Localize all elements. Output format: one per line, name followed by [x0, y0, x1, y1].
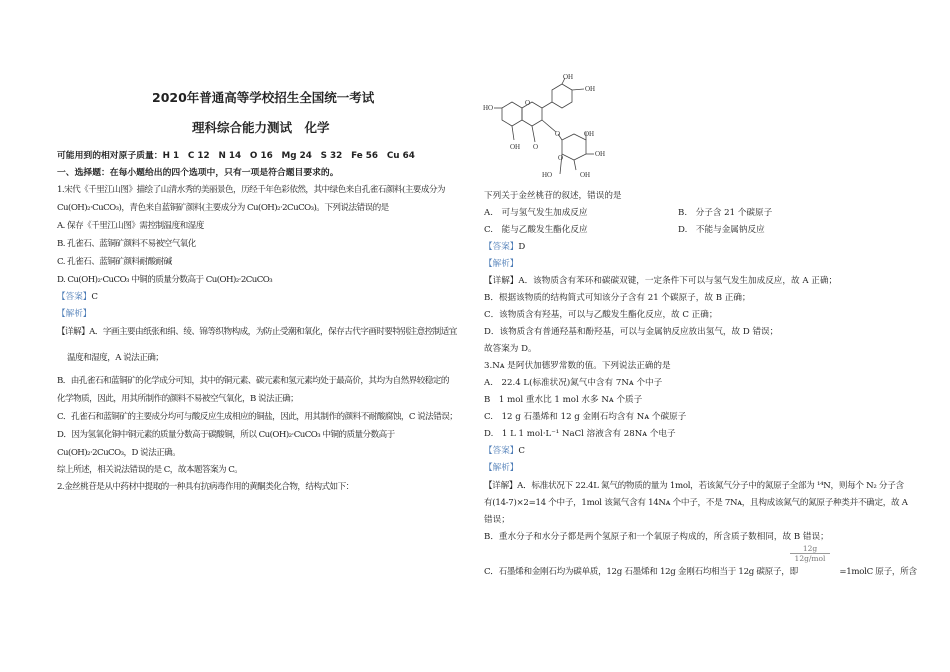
q3-detail-2: 有(14-7)×2=14 个中子，1mol 该氮气含有 14Nᴀ 个中子，不是 7Nᴀ，且构成该氮气的氮原子种类并不确定，故 A: [484, 498, 908, 508]
q3-detail-4: B．重水分子和水分子都是两个氢原子和一个氧原子构成的，所含质子数相同，故 B 错误；: [484, 532, 829, 542]
structure-label: OH: [563, 73, 574, 81]
answer-value: C: [518, 446, 525, 456]
fraction-numerator: 12g: [790, 544, 830, 554]
section-heading: 一、选择题：在每小题给出的四个选项中，只有一项是符合题目要求的。: [57, 168, 339, 178]
q3-option-c: C. 12 g 石墨烯和 12 g 金刚石均含有 Nᴀ 个碳原子: [484, 412, 687, 422]
q2-option-b: B. 分子含 21 个碳原子: [678, 208, 773, 218]
q2-answer: [484, 241, 525, 253]
q1-detail-4: 化学物质，因此，用其所制作的颜料不易被空气氧化，B 说法正确；: [57, 394, 299, 404]
structure-label: OH: [595, 150, 606, 158]
q1-option-c: C. 孔雀石、蓝铜矿颜料耐酸耐碱: [57, 257, 172, 267]
page-title: 2020年普通高等学校招生全国统一考试: [152, 90, 375, 105]
q3-detail-5: C．石墨烯和金刚石均为碳单质，12g 石墨烯和 12g 金刚石均相当于 12g 碳原子，即 =1molC 原子，所含: [484, 567, 917, 577]
q3-analysis-label: 【解析】: [484, 463, 519, 473]
q1-detail-1: 【详解】A．字画主要由纸张和绢、绫、锦等织物构成，为防止受潮和氧化，保存古代字画时要特别注意控制适宜: [57, 327, 457, 337]
structure-label: OH: [510, 143, 521, 151]
structure-label: O: [558, 154, 564, 162]
structure-label: HO: [483, 104, 494, 112]
q2-detail-3: C．该物质含有羟基，可以与乙酸发生酯化反应，故 C 正确；: [484, 310, 718, 320]
structure-label: O: [533, 143, 539, 151]
answer-value: D: [518, 242, 526, 252]
q2-detail-4: D．该物质含有普通羟基和酚羟基，可以与金属钠反应放出氢气，故 D 错误；: [484, 327, 779, 337]
q1-detail-2: 温度和湿度，A 说法正确；: [67, 353, 164, 363]
q2-option-c: C. 能与乙酸发生酯化反应: [484, 225, 588, 235]
structure-label: O: [525, 99, 531, 107]
q2-detail-5: 故答案为 D。: [484, 344, 537, 354]
q2-intro: 2.金丝桃苷是从中药材中提取的一种具有抗病毒作用的黄酮类化合物，结构式如下：: [57, 482, 354, 492]
answer-label: 【答案】: [484, 446, 519, 456]
q2-option-a: A. 可与氢气发生加成反应: [484, 208, 588, 218]
q2-stem: 下列关于金丝桃苷的叙述，错误的是: [484, 191, 622, 201]
q1-analysis-label: 【解析】: [57, 309, 92, 319]
q1-summary: 综上所述，相关说法错误的是 C，故本题答案为 C。: [57, 465, 243, 475]
q3-detail-3: 错误；: [484, 515, 510, 525]
answer-label: 【答案】: [57, 292, 92, 302]
fraction-denominator: 12g/mol: [794, 554, 826, 563]
q3-stem: 3.Nᴀ 是阿伏加德罗常数的值。下列说法正确的是: [484, 361, 671, 371]
q1-detail-7: Cu(OH)₂·2CuCO₃，D 说法正确。: [57, 448, 181, 458]
q1-stem-1: 1.宋代《千里江山图》描绘了山清水秀的美丽景色，历经千年色彩依然，其中绿色来自孔雀石颜料(主要成分为: [57, 185, 445, 195]
q3-detail-1: 【详解】A．标准状况下 22.4L 氮气的物质的量为 1mol，若该氮气分子中的氮原子全部为 ¹⁴N，则每个 N₂ 分子含: [484, 481, 904, 491]
q1-detail-6: D．因为氢氧化铜中铜元素的质量分数高于碳酸铜，所以 Cu(OH)₂·CuCO₃ 中铜的质量分数高于: [57, 430, 395, 440]
q1-option-a: A. 保存《千里江山图》需控制温度和湿度: [57, 221, 204, 231]
structure-label: HO: [542, 171, 553, 179]
q2-detail-2: B．根据该物质的结构简式可知该分子含有 21 个碳原子，故 B 正确；: [484, 293, 751, 303]
structure-diagram: [480, 70, 660, 185]
q3-answer: [484, 445, 525, 457]
q1-stem-2: Cu(OH)₂·CuCO₃)，青色来自蓝铜矿颜料(主要成分为 Cu(OH)₂·2CuCO₃)。下列说法错误的是: [57, 203, 389, 213]
structure-label: OH: [585, 85, 596, 93]
structure-label: OH: [584, 130, 595, 138]
q1-option-b: B. 孔雀石、蓝铜矿颜料不易被空气氧化: [57, 239, 196, 249]
q2-analysis-label: 【解析】: [484, 259, 519, 269]
atomic-masses: 可能用到的相对原子质量：H 1 C 12 N 14 O 16 Mg 24 S 32 Fe 56 Cu 64: [57, 151, 415, 161]
page-subtitle: 理科综合能力测试 化学: [192, 120, 330, 135]
structure-label: OH: [580, 171, 591, 179]
q2-option-d: D. 不能与金属钠反应: [678, 225, 765, 235]
q1-option-d: D. Cu(OH)₂·CuCO₃ 中铜的质量分数高于 Cu(OH)₂·2CuCO₃: [57, 275, 273, 285]
q3-option-b: B 1 mol 重水比 1 mol 水多 Nᴀ 个质子: [484, 395, 643, 405]
structure-label: O: [555, 130, 561, 138]
q1-detail-5: C．孔雀石和蓝铜矿的主要成分均可与酸反应生成相应的铜盐，因此，用其制作的颜料不耐酸腐蚀，C 说法错误；: [57, 412, 458, 422]
q3-option-d: D. 1 L 1 mol·L⁻¹ NaCl 溶液含有 28Nᴀ 个电子: [484, 429, 676, 439]
q1-answer: [57, 291, 98, 303]
q1-detail-3: B．由孔雀石和蓝铜矿的化学成分可知，其中的铜元素、碳元素和氢元素均处于最高价，其均为自然界较稳定的: [57, 376, 449, 386]
answer-value: C: [91, 292, 98, 302]
q2-detail-1: 【详解】A．该物质含有苯环和碳碳双键，一定条件下可以与氢气发生加成反应，故 A 正确；: [484, 276, 838, 286]
answer-label: 【答案】: [484, 242, 519, 252]
q3-option-a: A. 22.4 L(标准状况)氮气中含有 7Nᴀ 个中子: [484, 378, 663, 388]
